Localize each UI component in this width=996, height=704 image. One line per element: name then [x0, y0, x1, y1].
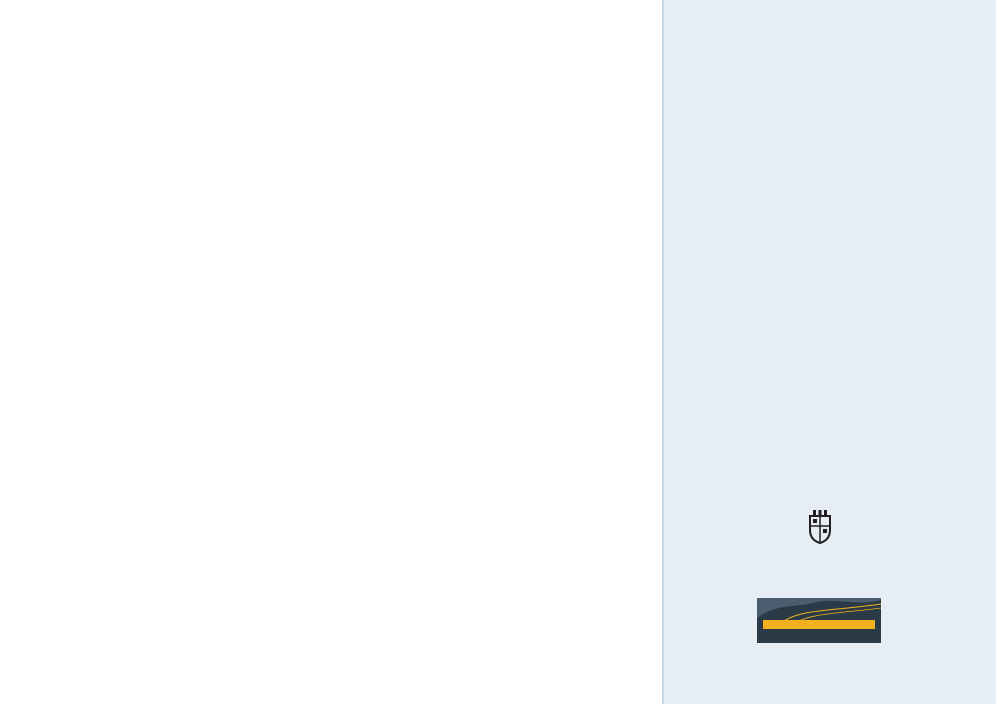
panel-divider [662, 0, 664, 704]
pla-educatiu-logo [757, 598, 881, 643]
event-2 [703, 257, 899, 285]
council-crest-icon [760, 510, 880, 549]
event-1 [703, 84, 899, 112]
